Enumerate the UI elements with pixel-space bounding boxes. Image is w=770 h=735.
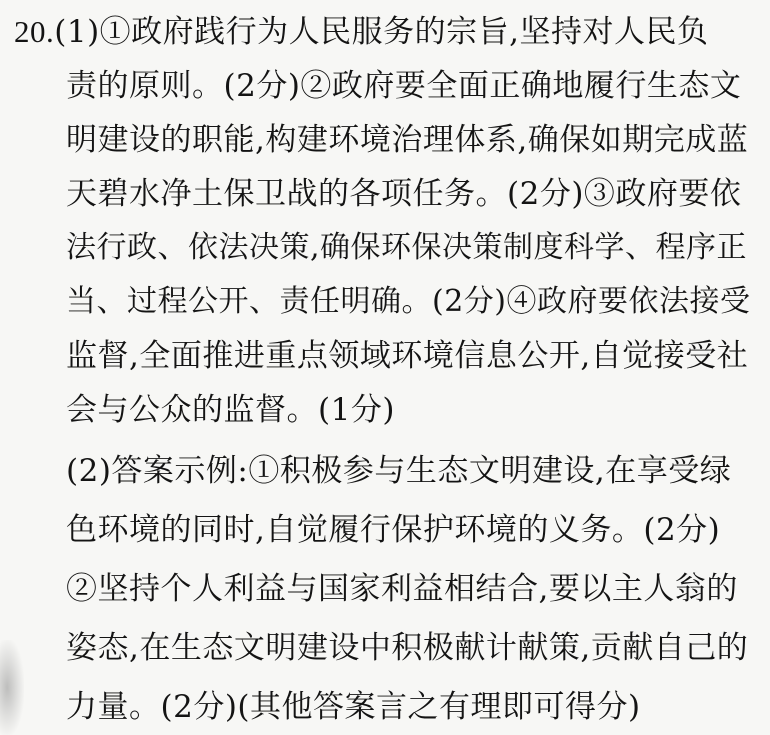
answer-line-1 bbox=[14, 10, 709, 54]
answer-line-6: 当、过程公开、责任明确。(2分)④政府要依法接受 bbox=[66, 284, 751, 319]
answer-line-12: 姿态,在生态文明建设中积极献计献策,贡献自己的 bbox=[66, 630, 749, 666]
answer-line-10: 色环境的同时,自觉履行保护环境的义务。(2分) bbox=[66, 512, 721, 548]
answer-line-11: ②坚持个人利益与国家利益相结合,要以主人翁的 bbox=[66, 571, 738, 607]
scan-smudge bbox=[0, 640, 24, 735]
answer-line-2: 责的原则。(2分)②政府要全面正确地履行生态文 bbox=[66, 68, 742, 104]
answer-line-3: 明建设的职能,构建环境治理体系,确保如期完成蓝 bbox=[66, 122, 749, 158]
answer-line-5: 法行政、依法决策,确保环保决策制度科学、程序正 bbox=[66, 230, 748, 265]
question-number: 20. bbox=[14, 14, 55, 49]
answer-line-7: 监督,全面推进重点领域环境信息公开,自觉接受社 bbox=[66, 338, 749, 374]
answer-line-13: 力量。(2分)(其他答案言之有理即可得分) bbox=[66, 689, 641, 725]
answer-line-8: 会与公众的监督。(1分) bbox=[66, 392, 395, 428]
answer-line-4: 天碧水净土保卫战的各项任务。(2分)③政府要依 bbox=[66, 176, 742, 212]
answer-line-9: (2)答案示例:①积极参与生态文明建设,在享受绿 bbox=[66, 453, 732, 489]
answer-line-1-text: (1)①政府践行为人民服务的宗旨,坚持对人民负 bbox=[54, 14, 709, 50]
